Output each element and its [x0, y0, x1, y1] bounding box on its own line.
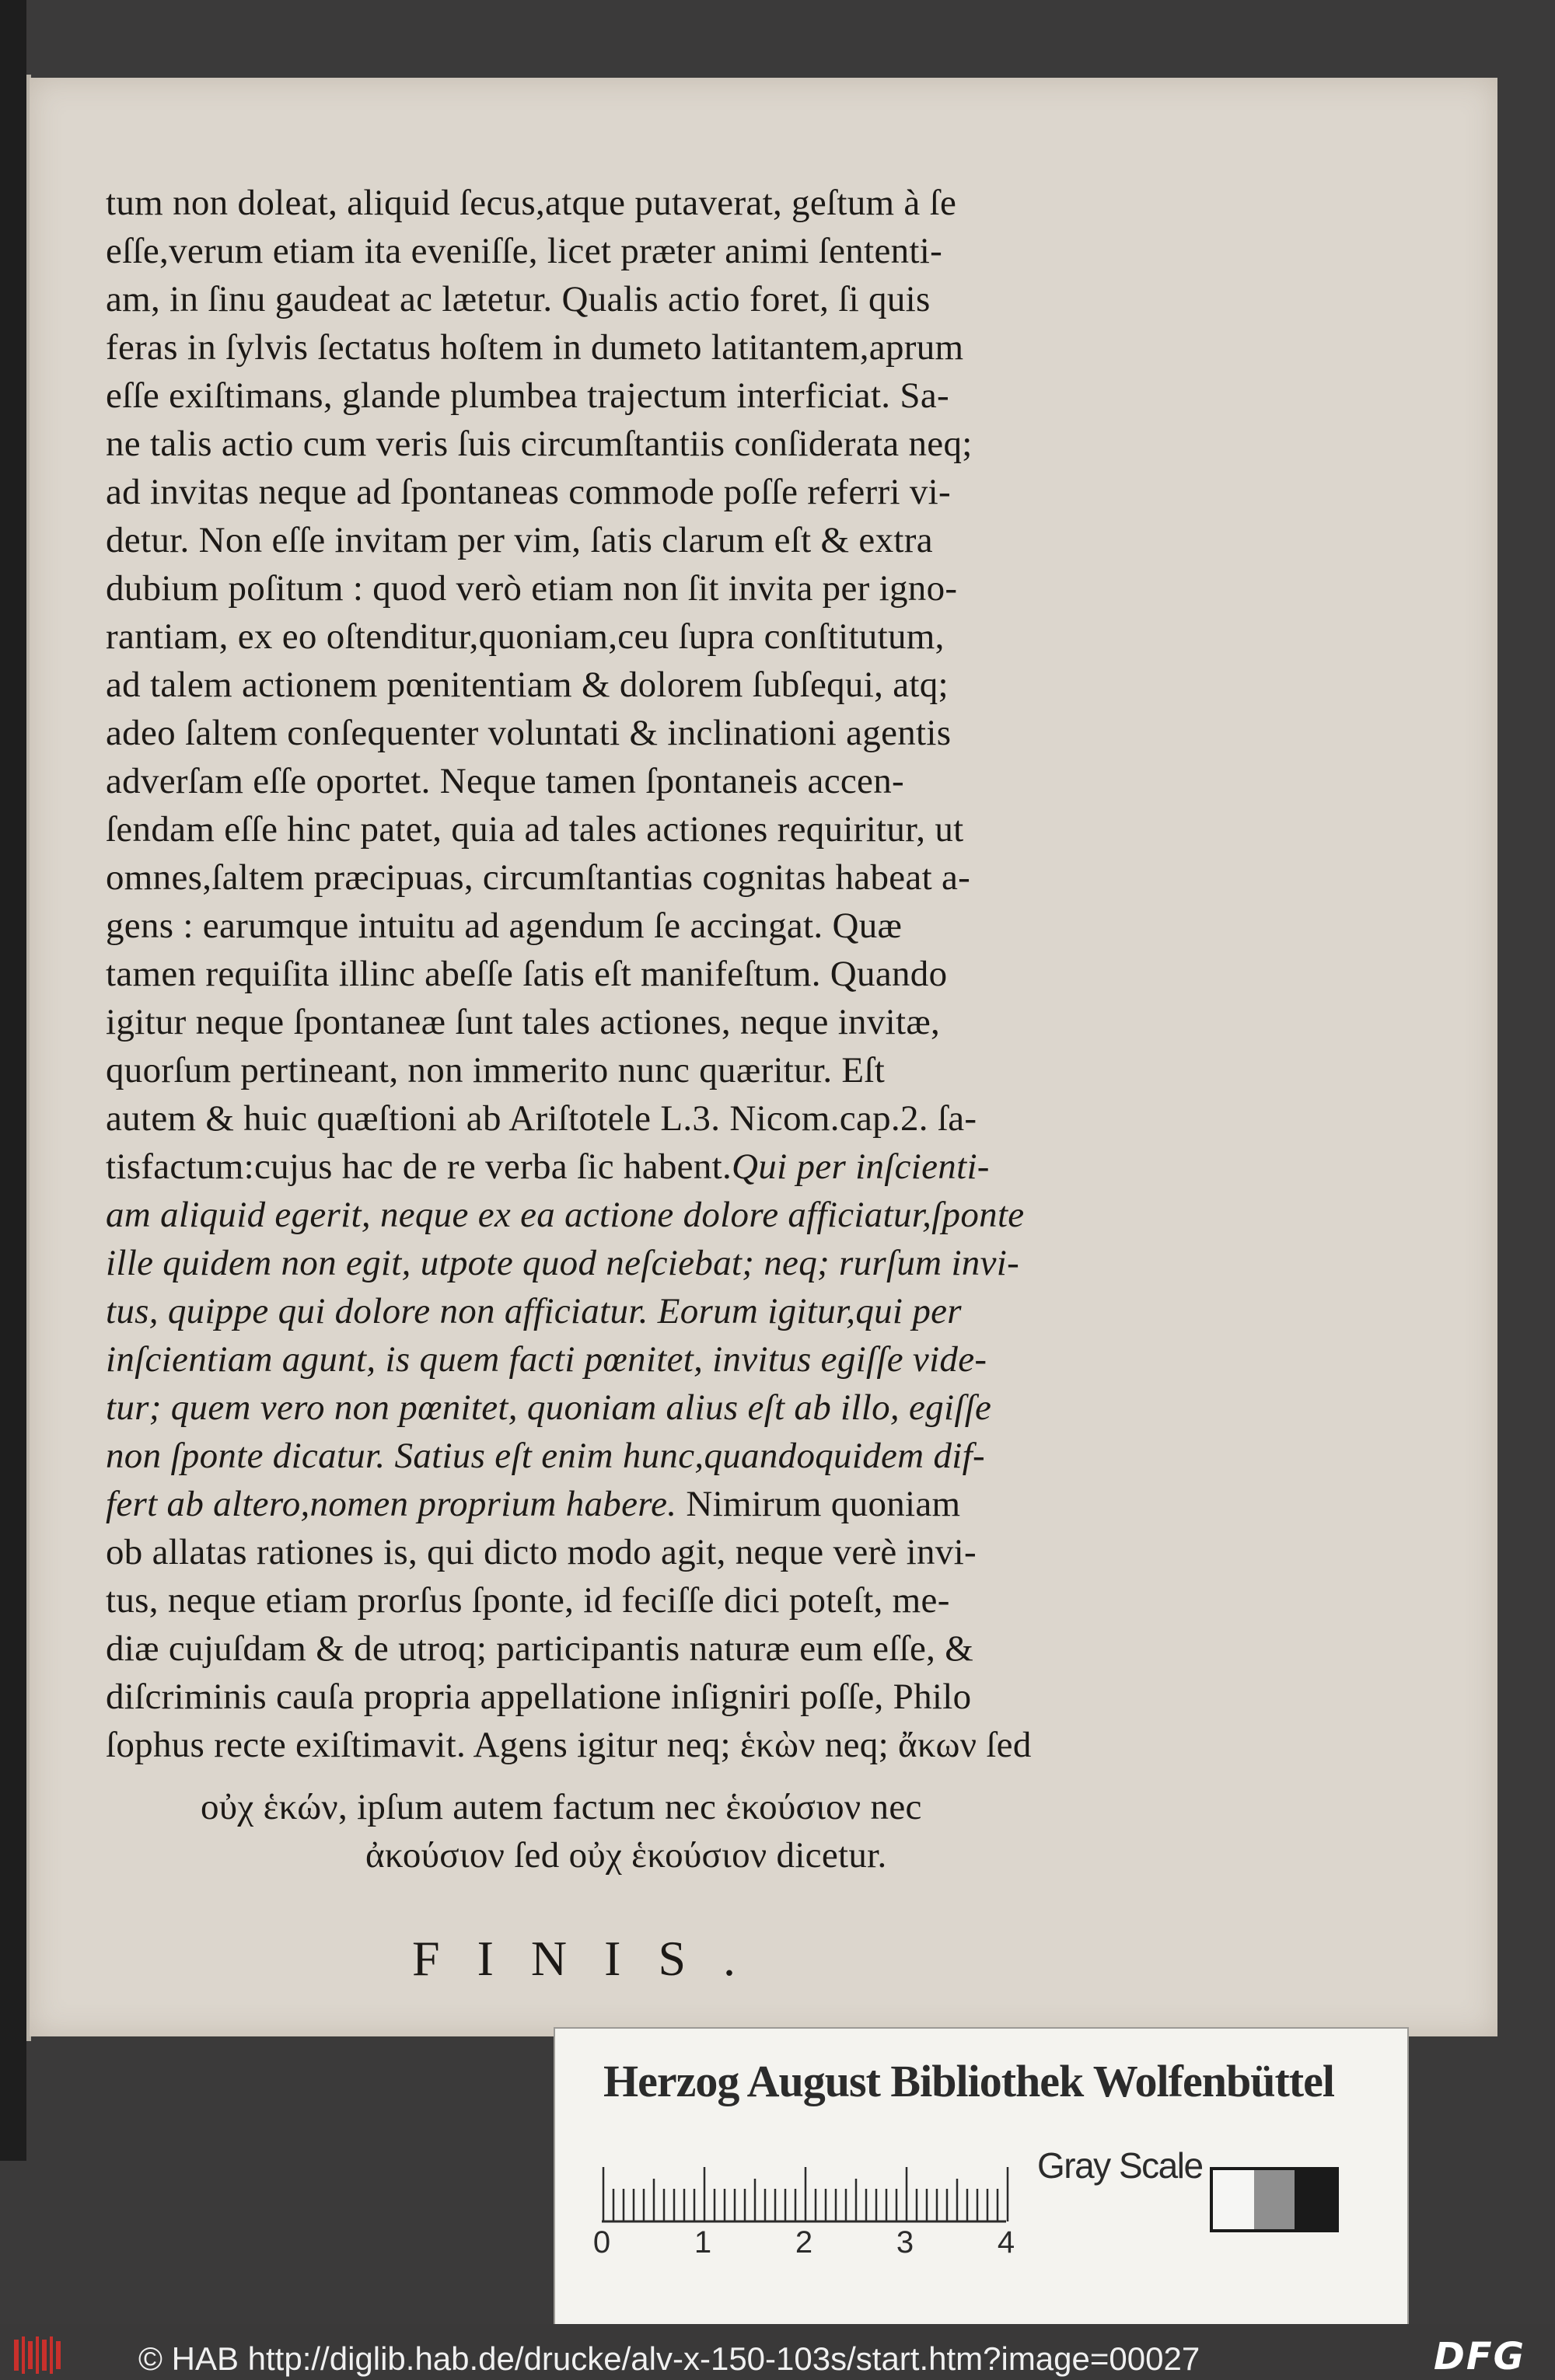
institution-name: Herzog August Bibliothek Wolfenbüttel	[603, 2056, 1334, 2106]
text-line-italic: ille quidem non egit, utpote quod neſciebat; neq; rurſum invi-	[106, 1243, 1020, 1283]
text-line: ſendam eſſe hinc patet, quia ad tales actiones requiritur, ut	[106, 809, 964, 850]
text-line-mixed	[106, 1480, 1179, 1528]
text-line: gens : earumque intuitu ad agendum ſe accingat. Quæ	[106, 906, 903, 946]
text-line: ob allatas rationes is, qui dicto modo agit, neque verè invi-	[106, 1532, 977, 1572]
gray-swatch-mid	[1254, 2170, 1295, 2229]
measurement-ruler	[602, 2137, 1037, 2223]
text-line: eſſe,verum etiam ita eveniſſe, licet præter animi ſententi-	[106, 231, 943, 271]
text-line: omnes,ſaltem præcipuas, circumſtantias cognitas habeat a-	[106, 857, 971, 898]
text-line: ad invitas neque ad ſpontaneas commode poſſe referri vi-	[106, 472, 951, 512]
text-line: tamen requiſita illinc abeſſe ſatis eſt manifeſtum. Quando	[106, 954, 948, 994]
text-line-italic: non ſponte dicatur. Satius eſt enim hunc,quandoquidem dif-	[106, 1436, 985, 1476]
gray-scale-label: Gray Scale	[1037, 2145, 1203, 2186]
hab-barcode-icon	[14, 2336, 65, 2374]
book-spine	[0, 0, 26, 2161]
text-line: diæ cujuſdam & de utroq; participantis naturæ eum eſſe, &	[106, 1628, 974, 1669]
text-line: ad talem actionem pœnitentiam & dolorem ſubſequi, atq;	[106, 665, 949, 705]
dfg-logo: DFG	[1434, 2335, 1526, 2378]
ruler-number: 0	[592, 2225, 611, 2260]
text-line-italic: tur; quem vero non pœnitet, quoniam alius eſt ab illo, egiſſe	[106, 1387, 992, 1428]
text-line-italic: am aliquid egerit, neque ex ea actione dolore afficiatur,ſponte	[106, 1195, 1025, 1235]
text-roman: Nimirum quoniam	[676, 1484, 961, 1524]
text-line: adeo ſaltem conſequenter voluntati & inclinationi agentis	[106, 713, 952, 753]
text-line-italic: inſcientiam agunt, is quem facti pœnitet, invitus egiſſe vide-	[106, 1339, 987, 1380]
text-line: tum non doleat, aliquid ſecus,atque putaverat, geſtum à ſe	[106, 183, 957, 223]
copyright-url[interactable]: © HAB http://diglib.hab.de/drucke/alv-x-150-103s/start.htm?image=00027	[138, 2340, 1200, 2377]
ruler-number: 4	[997, 2225, 1015, 2260]
text-line: diſcriminis cauſa propria appellatione inſigniri poſſe, Philo	[106, 1677, 972, 1717]
ruler-number: 2	[795, 2225, 813, 2260]
color-calibration-card	[554, 2027, 1409, 2361]
text-line-italic: tus, quippe qui dolore non afficiatur. Eorum igitur,qui per	[106, 1291, 962, 1331]
text-line: eſſe exiſtimans, glande plumbea trajectum interficiat. Sa-	[106, 375, 949, 416]
text-line: οὐχ ἑκών, ipſum autem factum nec ἑκούσιον nec	[201, 1787, 922, 1827]
ruler-number: 1	[694, 2225, 712, 2260]
gray-scale-swatch	[1210, 2167, 1339, 2232]
text-line: dubium poſitum : quod verò etiam non ſit invita per igno-	[106, 568, 958, 609]
text-line: ne talis actio cum veris ſuis circumſtantiis conſiderata neq;	[106, 424, 973, 464]
text-line: feras in ſylvis ſectatus hoſtem in dumeto latitantem,aprum	[106, 327, 964, 368]
text-line: rantiam, ex eo oſtenditur,quoniam,ceu ſupra conſtitutum,	[106, 616, 945, 657]
text-italic: Qui per inſcienti-	[732, 1146, 990, 1187]
gray-swatch-dark	[1295, 2170, 1336, 2229]
text-line: autem & huic quæſtioni ab Ariſtotele L.3. Nicom.cap.2. ſa-	[106, 1098, 977, 1139]
text-line: ἀκούσιον ſed οὐχ ἑκούσιον dicetur.	[365, 1835, 887, 1876]
text-line: adverſam eſſe oportet. Neque tamen ſpontaneis accen-	[106, 761, 904, 801]
text-italic: fert ab altero,nomen proprium habere.	[106, 1484, 677, 1524]
text-line-mixed	[106, 1143, 1179, 1191]
gray-swatch-light	[1213, 2170, 1254, 2229]
text-line: am, in ſinu gaudeat ac lætetur. Qualis actio foret, ſi quis	[106, 279, 931, 319]
text-roman: tisfactum:cujus hac de re verba ſic habent.	[106, 1146, 732, 1187]
finis-heading: FINIS.	[412, 1931, 774, 1986]
ruler-number: 3	[896, 2225, 914, 2260]
text-line: quorſum pertineant, non immerito nunc quæritur. Eſt	[106, 1050, 886, 1091]
text-line: detur. Non eſſe invitam per vim, ſatis clarum eſt & extra	[106, 520, 933, 560]
text-line: tus, neque etiam prorſus ſponte, id feciſſe dici poteſt, me-	[106, 1580, 950, 1621]
text-line: ſophus recte exiſtimavit. Agens igitur neq; ἑκὼν neq; ἄκων ſed	[106, 1725, 1032, 1765]
text-line: igitur neque ſpontaneæ ſunt tales actiones, neque invitæ,	[106, 1002, 941, 1042]
